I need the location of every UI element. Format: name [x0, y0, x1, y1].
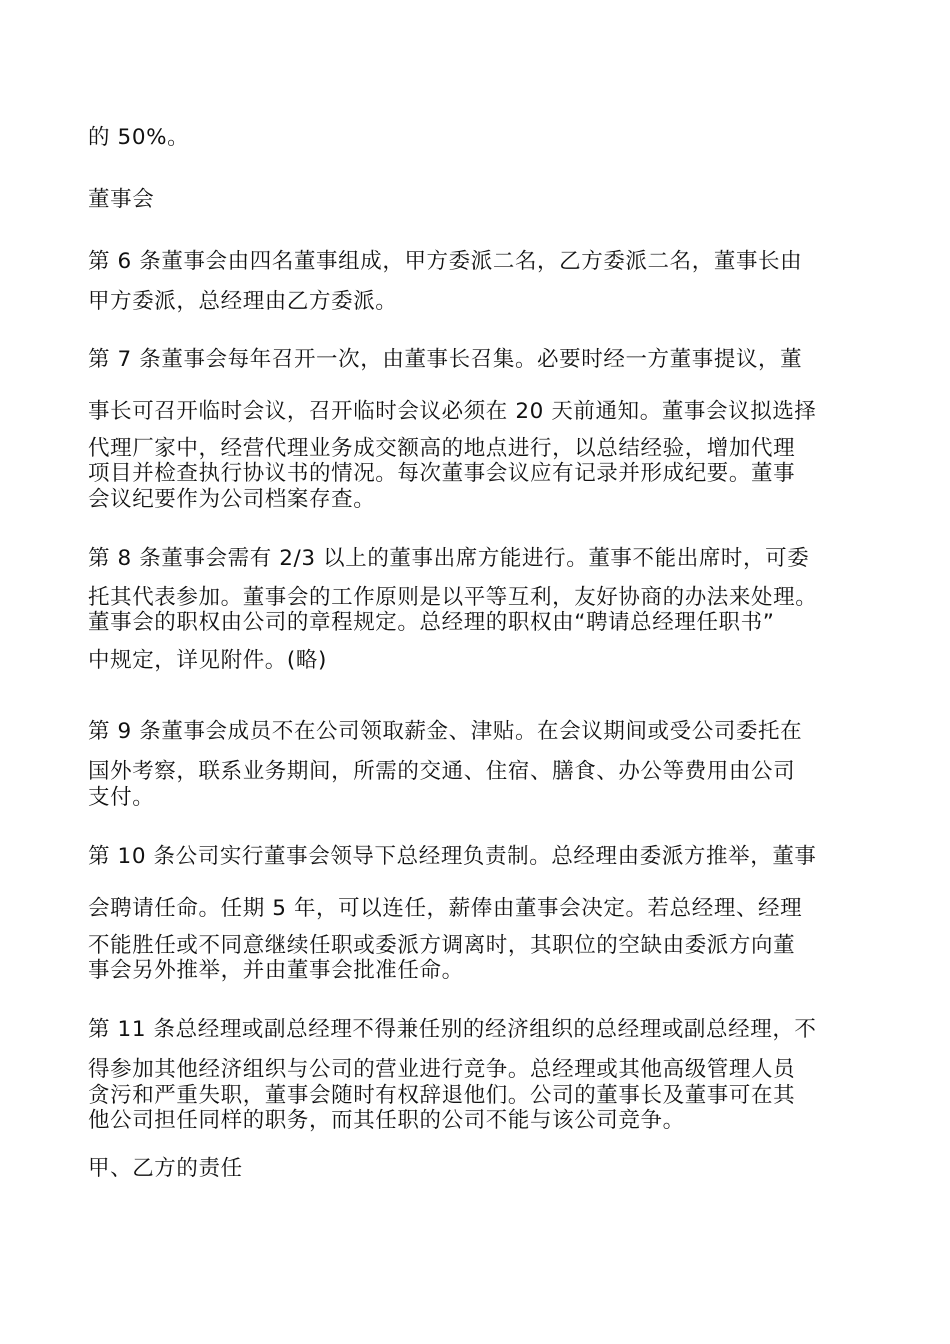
- text-line: 董事会的职权由公司的章程规定。总经理的职权由“聘请总经理任职书”: [88, 610, 775, 635]
- text-line: 贪污和严重失职，董事会随时有权辞退他们。公司的董事长及董事可在其: [88, 1083, 796, 1108]
- text-line: 第 9 条董事会成员不在公司领取薪金、津贴。在会议期间或受公司委托在: [88, 719, 803, 744]
- text-line: 托其代表参加。董事会的工作原则是以平等互利，友好协商的办法来处理。: [88, 585, 818, 610]
- text-line: 第 11 条总经理或副总经理不得兼任别的经济组织的总经理或副总经理，不: [88, 1017, 817, 1042]
- text-line: 代理厂家中，经营代理业务成交额高的地点进行，以总结经验，增加代理: [88, 436, 796, 461]
- text-line: 他公司担任同样的职务，而其任职的公司不能与该公司竞争。: [88, 1108, 685, 1133]
- section-heading: 董事会: [88, 187, 155, 212]
- text-line: 第 8 条董事会需有 2/3 以上的董事出席方能进行。董事不能出席时，可委: [88, 546, 810, 571]
- section-heading: 甲、乙方的责任: [88, 1156, 243, 1181]
- text-line: 第 6 条董事会由四名董事组成，甲方委派二名，乙方委派二名，董事长由: [88, 249, 803, 274]
- text-line: 支付。: [88, 785, 155, 810]
- text-line: 的 50%。: [88, 125, 190, 150]
- text-line: 国外考察，联系业务期间，所需的交通、住宿、膳食、办公等费用由公司: [88, 759, 796, 784]
- text-line: 第 7 条董事会每年召开一次，由董事长召集。必要时经一方董事提议，董: [88, 347, 803, 372]
- text-line: 会议纪要作为公司档案存查。: [88, 487, 376, 512]
- text-line: 会聘请任命。任期 5 年，可以连任，薪俸由董事会决定。若总经理、经理: [88, 896, 803, 921]
- text-line: 甲方委派，总经理由乙方委派。: [88, 289, 398, 314]
- text-line: 事会另外推举，并由董事会批准任命。: [88, 958, 464, 983]
- text-line: 项目并检查执行协议书的情况。每次董事会议应有记录并形成纪要。董事: [88, 461, 796, 486]
- text-line: 得参加其他经济组织与公司的营业进行竞争。总经理或其他高级管理人员: [88, 1057, 796, 1082]
- text-line: 第 10 条公司实行董事会领导下总经理负责制。总经理由委派方推举，董事: [88, 844, 817, 869]
- text-line: 不能胜任或不同意继续任职或委派方调离时，其职位的空缺由委派方向董: [88, 933, 796, 958]
- text-line: 中规定，详见附件。(略): [88, 648, 327, 673]
- text-line: 事长可召开临时会议，召开临时会议必须在 20 天前通知。董事会议拟选择: [88, 399, 817, 424]
